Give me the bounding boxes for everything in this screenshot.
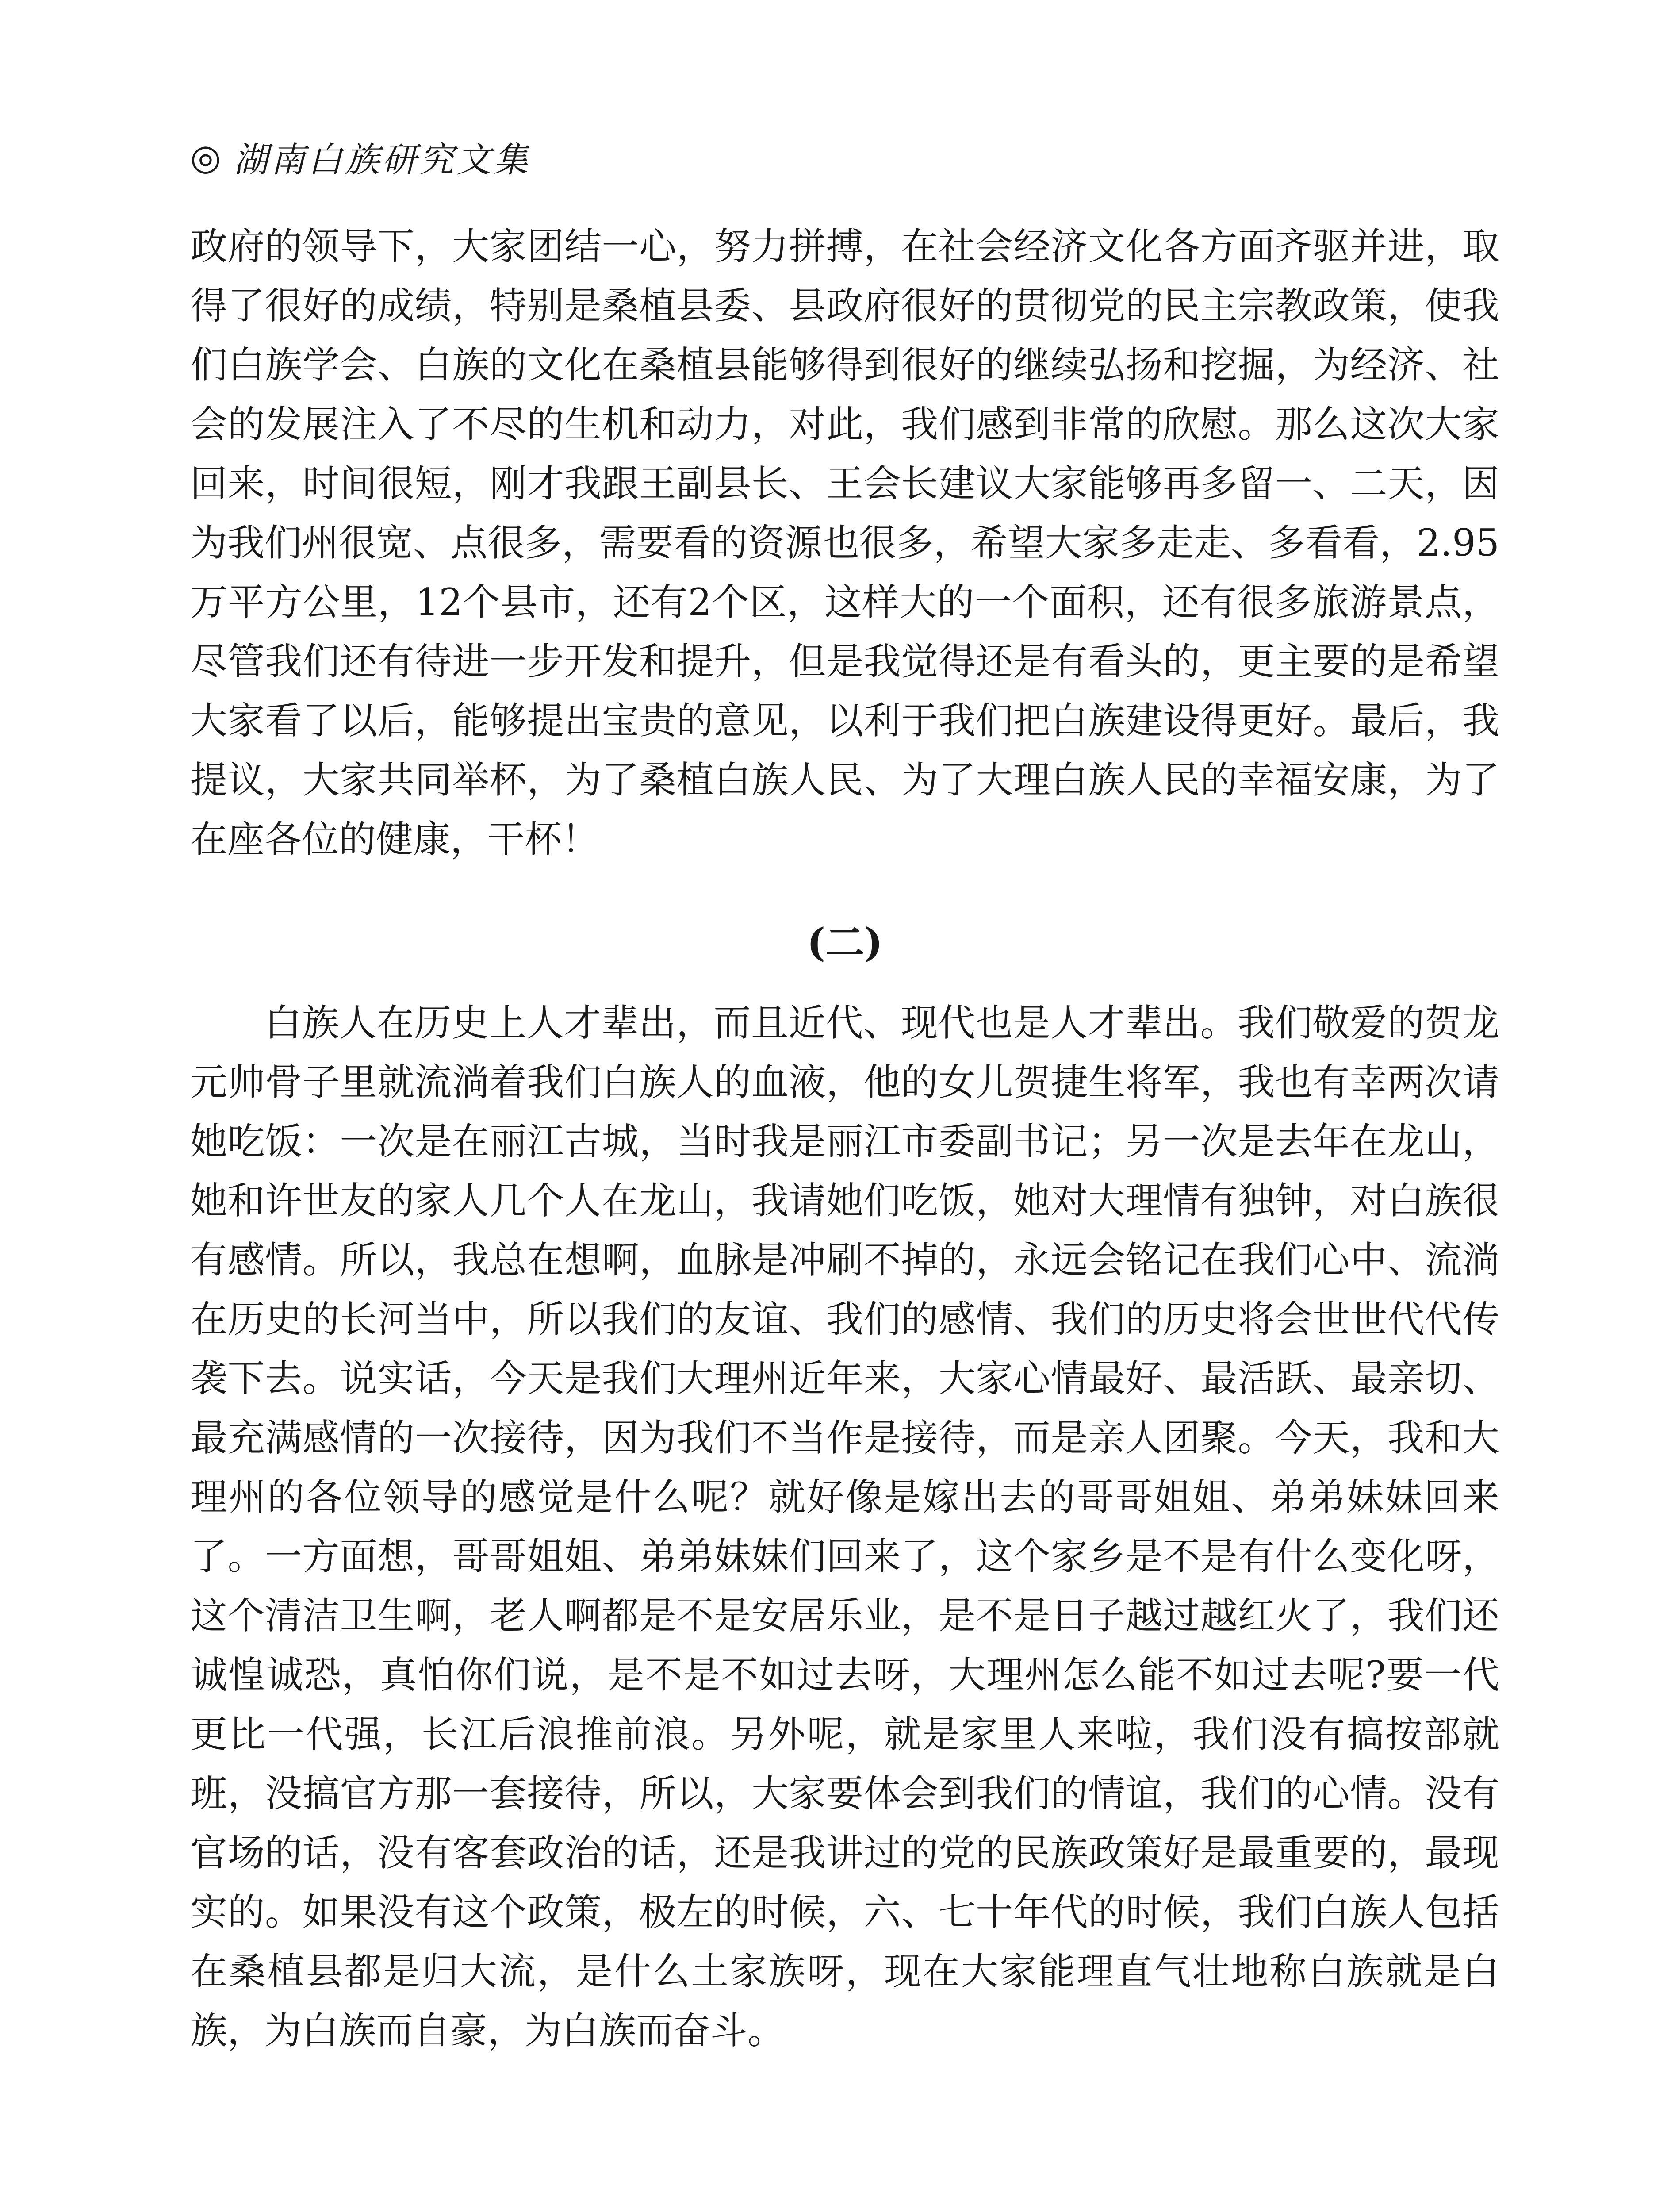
running-header [190, 133, 1499, 181]
section-heading: (二) [807, 919, 883, 965]
book-title: 湖南白族研究文集 [233, 140, 531, 180]
paragraph-continued: 政府的领导下，大家团结一心，努力拼搏，在社会经济文化各方面齐驱并进，取得了很好的成绩，特别是桑植县委、县政府很好的贯彻党的民主宗教政策，使我们白族学会、白族的文化在桑植县能够得到很好的继续弘扬和挖掘，为经济、社会的发展注入了不尽的生机和动力，对此，我们感到非常的欣慰。那么这次大家回来，时间很短，刚才我跟王副县长、王会长建议大家能够再多留一、二天，因为我们州很宽、点很多，需要看的资源也很多，希望大家多走走、多看看，2.95万平方公里，12个县市，还有2个区，这样大的一个面积，还有很多旅游景点，尽管我们还有待进一步开发和提升，但是我觉得还是有看头的，更主要的是希望大家看了以后，能够提出宝贵的意见，以利于我们把白族建设得更好。最后，我提议，大家共同举杯，为了桑植白族人民、为了大理白族人民的幸福安康，为了在座各位的健康，干杯！ [190, 225, 1499, 861]
circle-mark-icon: ◎ [190, 136, 224, 178]
paragraph-section-two: 白族人在历史上人才辈出，而且近代、现代也是人才辈出。我们敬爱的贺龙元帅骨子里就流淌着我们白族人的血液，他的女儿贺捷生将军，我也有幸两次请她吃饭：一次是在丽江古城，当时我是丽江市委副书记；另一次是去年在龙山，她和许世友的家人几个人在龙山，我请她们吃饭，她对大理情有独钟，对白族很有感情。所以，我总在想啊，血脉是冲刷不掉的，永远会铭记在我们心中、流淌在历史的长河当中，所以我们的友谊、我们的感情、我们的历史将会世世代代传袭下去。说实话，今天是我们大理州近年来，大家心情最好、最活跃、最亲切、最充满感情的一次接待，因为我们不当作是接待，而是亲人团聚。今天，我和大理州的各位领导的感觉是什么呢？就好像是嫁出去的哥哥姐姐、弟弟妹妹回来了。一方面想，哥哥姐姐、弟弟妹妹们回来了，这个家乡是不是有什么变化呀，这个清洁卫生啊，老人啊都是不是安居乐业，是不是日子越过越红火了，我们还诚惶诚恐，真怕你们说，是不是不如过去呀，大理州怎么能不如过去呢?要一代更比一代强，长江后浪推前浪。另外呢，就是家里人来啦，我们没有搞按部就班，没搞官方那一套接待，所以，大家要体会到我们的情谊，我们的心情。没有官场的话，没有客套政治的话，还是我讲过的党的民族政策好是最重要的，最现实的。如果没有这个政策，极左的时候，六、七十年代的时候，我们白族人包括在桑植县都是归大流，是什么土家族呀，现在大家能理直气壮地称白族就是白族，为白族而自豪，为白族而奋斗。 [190, 1001, 1499, 2052]
